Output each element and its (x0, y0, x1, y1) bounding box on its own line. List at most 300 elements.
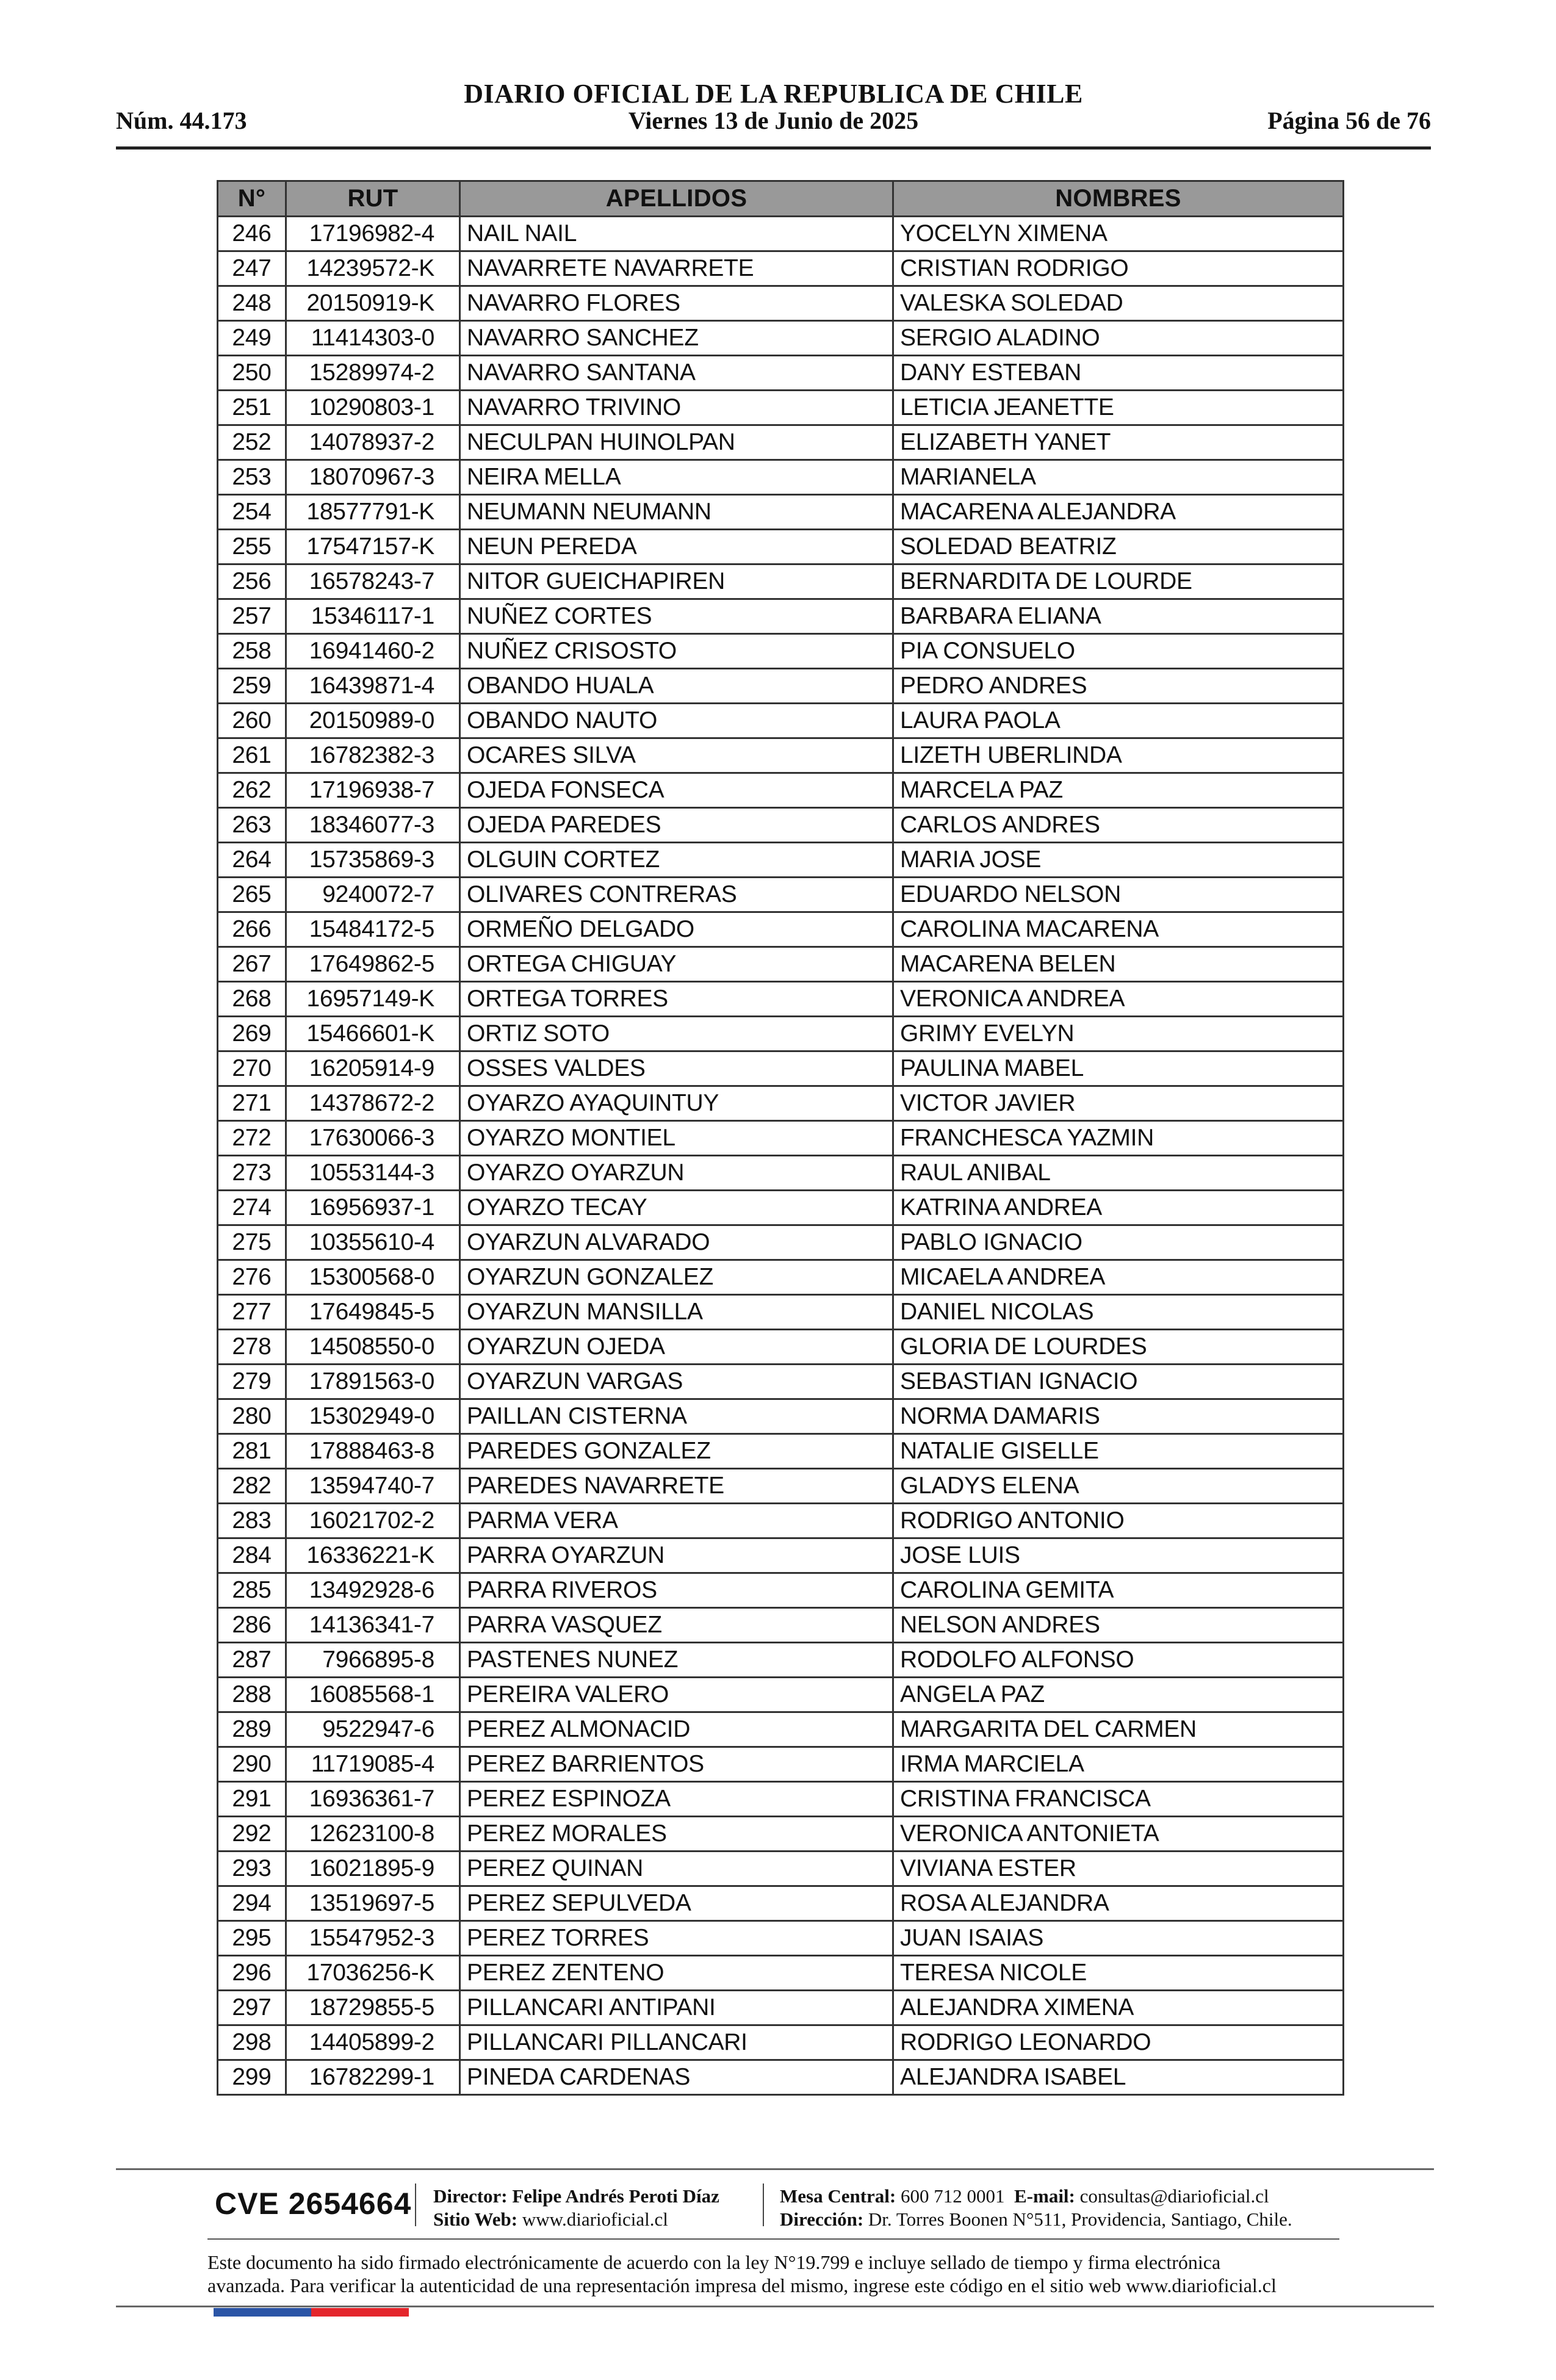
nombres-cell: NORMA DAMARIS (893, 1399, 1344, 1434)
table-row (218, 669, 1344, 704)
apellidos-cell: OLIVARES CONTRERAS (460, 878, 893, 912)
footer-top-rule (116, 2168, 1434, 2170)
nombres-cell: LETICIA JEANETTE (893, 391, 1344, 425)
nombres-cell: NELSON ANDRES (893, 1608, 1344, 1643)
footer-info (207, 2180, 1355, 2235)
legal-note (207, 2251, 1355, 2297)
rut-cell: 16936361-7 (286, 1782, 460, 1817)
table-row (218, 356, 1344, 391)
rut-cell: 11719085-4 (286, 1747, 460, 1782)
apellidos-cell: PARRA VASQUEZ (460, 1608, 893, 1643)
apellidos-cell: PARRA RIVEROS (460, 1573, 893, 1608)
table-row (218, 773, 1344, 808)
table-row (218, 1747, 1344, 1782)
nombres-cell: ANGELA PAZ (893, 1678, 1344, 1712)
rut-cell: 15302949-0 (286, 1399, 460, 1434)
row-number: 253 (218, 460, 286, 495)
nombres-cell: ROSA ALEJANDRA (893, 1886, 1344, 1921)
rut-cell: 20150919-K (286, 286, 460, 321)
nombres-cell: VERONICA ANTONIETA (893, 1817, 1344, 1852)
apellidos-cell: PEREZ ZENTENO (460, 1956, 893, 1991)
nombres-cell: MICAELA ANDREA (893, 1260, 1344, 1295)
flag-stripe (214, 2308, 409, 2317)
row-number: 299 (218, 2060, 286, 2095)
row-number: 281 (218, 1434, 286, 1469)
row-number: 257 (218, 599, 286, 634)
rut-cell: 17630066-3 (286, 1121, 460, 1156)
rut-cell: 13519697-5 (286, 1886, 460, 1921)
table-row (218, 495, 1344, 530)
table-row (218, 878, 1344, 912)
row-number: 263 (218, 808, 286, 843)
rut-cell: 17888463-8 (286, 1434, 460, 1469)
table-row (218, 1782, 1344, 1817)
rut-cell: 14405899-2 (286, 2025, 460, 2060)
table-row (218, 1852, 1344, 1886)
row-number: 293 (218, 1852, 286, 1886)
rut-cell: 16336221-K (286, 1538, 460, 1573)
nombres-cell: BERNARDITA DE LOURDE (893, 564, 1344, 599)
apellidos-cell: PEREZ QUINAN (460, 1852, 893, 1886)
rut-cell: 15466601-K (286, 1017, 460, 1051)
table-row (218, 738, 1344, 773)
director-block (433, 2185, 719, 2231)
rut-cell: 16578243-7 (286, 564, 460, 599)
row-number: 256 (218, 564, 286, 599)
table-row (218, 947, 1344, 982)
nombres-cell: CAROLINA GEMITA (893, 1573, 1344, 1608)
nombres-cell: ALEJANDRA XIMENA (893, 1991, 1344, 2025)
nombres-cell: JUAN ISAIAS (893, 1921, 1344, 1956)
table-header-row (218, 181, 1344, 217)
nombres-cell: ELIZABETH YANET (893, 425, 1344, 460)
row-number: 264 (218, 843, 286, 878)
rut-cell: 15484172-5 (286, 912, 460, 947)
table-row (218, 1051, 1344, 1086)
apellidos-cell: PAREDES GONZALEZ (460, 1434, 893, 1469)
table-row (218, 2060, 1344, 2095)
nombres-cell: PIA CONSUELO (893, 634, 1344, 669)
apellidos-cell: PEREIRA VALERO (460, 1678, 893, 1712)
contact-block (780, 2185, 1292, 2231)
table-row (218, 460, 1344, 495)
issue-date: Viernes 13 de Junio de 2025 (628, 107, 919, 134)
table-row (218, 1678, 1344, 1712)
table-row (218, 1434, 1344, 1469)
nombres-cell: GRIMY EVELYN (893, 1017, 1344, 1051)
table-row (218, 808, 1344, 843)
rut-cell: 20150989-0 (286, 704, 460, 738)
apellidos-cell: PILLANCARI ANTIPANI (460, 1991, 893, 2025)
roster-table-container (217, 180, 1342, 2096)
apellidos-cell: OLGUIN CORTEZ (460, 843, 893, 878)
nombres-cell: CRISTIAN RODRIGO (893, 251, 1344, 286)
apellidos-cell: PEREZ ESPINOZA (460, 1782, 893, 1817)
row-number: 262 (218, 773, 286, 808)
rut-cell: 13492928-6 (286, 1573, 460, 1608)
row-number: 282 (218, 1469, 286, 1504)
page-number: Página 56 de 76 (1267, 107, 1431, 134)
row-number: 278 (218, 1330, 286, 1365)
column-header-rut: RUT (286, 181, 460, 217)
table-row (218, 1712, 1344, 1747)
table-row (218, 1921, 1344, 1956)
legal-line: Este documento ha sido firmado electrónicamente de acuerdo con la ley N°19.799 e incluye sellado de tiempo y firma electrónica (207, 2251, 1221, 2273)
apellidos-cell: NECULPAN HUINOLPAN (460, 425, 893, 460)
rut-cell: 17036256-K (286, 1956, 460, 1991)
apellidos-cell: PARRA OYARZUN (460, 1538, 893, 1573)
table-row (218, 1260, 1344, 1295)
table-row (218, 1608, 1344, 1643)
rut-cell: 16205914-9 (286, 1051, 460, 1086)
row-number: 246 (218, 217, 286, 251)
row-number: 271 (218, 1086, 286, 1121)
nombres-cell: VERONICA ANDREA (893, 982, 1344, 1017)
nombres-cell: CAROLINA MACARENA (893, 912, 1344, 947)
row-number: 290 (218, 1747, 286, 1782)
nombres-cell: YOCELYN XIMENA (893, 217, 1344, 251)
apellidos-cell: PILLANCARI PILLANCARI (460, 2025, 893, 2060)
nombres-cell: JOSE LUIS (893, 1538, 1344, 1573)
nombres-cell: CARLOS ANDRES (893, 808, 1344, 843)
row-number: 277 (218, 1295, 286, 1330)
row-number: 269 (218, 1017, 286, 1051)
apellidos-cell: OYARZUN OJEDA (460, 1330, 893, 1365)
apellidos-cell: NAVARRO SANCHEZ (460, 321, 893, 356)
row-number: 295 (218, 1921, 286, 1956)
rut-cell: 14239572-K (286, 251, 460, 286)
rut-cell: 14378672-2 (286, 1086, 460, 1121)
nombres-cell: NATALIE GISELLE (893, 1434, 1344, 1469)
footer-bottom-rule (116, 2306, 1434, 2307)
nombres-cell: MARGARITA DEL CARMEN (893, 1712, 1344, 1747)
table-row (218, 1330, 1344, 1365)
row-number: 252 (218, 425, 286, 460)
apellidos-cell: PINEDA CARDENAS (460, 2060, 893, 2095)
email-label: E-mail: (1014, 2185, 1075, 2207)
rut-cell: 11414303-0 (286, 321, 460, 356)
rut-cell: 15346117-1 (286, 599, 460, 634)
rut-cell: 16782299-1 (286, 2060, 460, 2095)
row-number: 280 (218, 1399, 286, 1434)
row-number: 248 (218, 286, 286, 321)
footer-mid-rule (207, 2238, 1339, 2240)
rut-cell: 10355610-4 (286, 1225, 460, 1260)
table-row (218, 1399, 1344, 1434)
rut-cell: 14136341-7 (286, 1608, 460, 1643)
row-number: 265 (218, 878, 286, 912)
apellidos-cell: ORMEÑO DELGADO (460, 912, 893, 947)
footer-divider (763, 2183, 764, 2226)
nombres-cell: VALESKA SOLEDAD (893, 286, 1344, 321)
legal-line: avanzada. Para verificar la autenticidad de una representación impresa del mismo, ingrese este código en el sitio web www.diarioficial.cl (207, 2274, 1277, 2296)
table-row (218, 1504, 1344, 1538)
rut-cell: 10553144-3 (286, 1156, 460, 1191)
table-row (218, 1643, 1344, 1678)
rut-cell: 17649862-5 (286, 947, 460, 982)
publication-title: DIARIO OFICIAL DE LA REPUBLICA DE CHILE (464, 79, 1083, 109)
site-link[interactable]: www.diarioficial.cl (522, 2209, 668, 2230)
rut-cell: 17891563-0 (286, 1365, 460, 1399)
rut-cell: 14078937-2 (286, 425, 460, 460)
nombres-cell: VIVIANA ESTER (893, 1852, 1344, 1886)
row-number: 250 (218, 356, 286, 391)
table-row (218, 1365, 1344, 1399)
row-number: 283 (218, 1504, 286, 1538)
table-row (218, 217, 1344, 251)
column-header-nombres: NOMBRES (893, 181, 1344, 217)
site-line (433, 2208, 719, 2231)
table-row (218, 1156, 1344, 1191)
rut-cell: 10290803-1 (286, 391, 460, 425)
nombres-cell: SERGIO ALADINO (893, 321, 1344, 356)
apellidos-cell: PEREZ SEPULVEDA (460, 1886, 893, 1921)
apellidos-cell: OCARES SILVA (460, 738, 893, 773)
table-row (218, 564, 1344, 599)
nombres-cell: MARIANELA (893, 460, 1344, 495)
table-row (218, 1991, 1344, 2025)
row-number: 288 (218, 1678, 286, 1712)
rut-cell: 16021895-9 (286, 1852, 460, 1886)
table-row (218, 704, 1344, 738)
table-row (218, 2025, 1344, 2060)
row-number: 294 (218, 1886, 286, 1921)
table-row (218, 1225, 1344, 1260)
table-row (218, 1956, 1344, 1991)
address-value: Dr. Torres Boonen N°511, Providencia, Santiago, Chile. (868, 2209, 1292, 2230)
nombres-cell: GLADYS ELENA (893, 1469, 1344, 1504)
row-number: 291 (218, 1782, 286, 1817)
row-number: 296 (218, 1956, 286, 1991)
row-number: 261 (218, 738, 286, 773)
nombres-cell: EDUARDO NELSON (893, 878, 1344, 912)
row-number: 255 (218, 530, 286, 564)
apellidos-cell: NAVARRO FLORES (460, 286, 893, 321)
row-number: 289 (218, 1712, 286, 1747)
table-row (218, 599, 1344, 634)
apellidos-cell: PAILLAN CISTERNA (460, 1399, 893, 1434)
rut-cell: 13594740-7 (286, 1469, 460, 1504)
director-line (433, 2185, 719, 2208)
table-row (218, 634, 1344, 669)
rut-cell: 18346077-3 (286, 808, 460, 843)
flag-blue-segment (214, 2308, 311, 2317)
row-number: 259 (218, 669, 286, 704)
nombres-cell: IRMA MARCIELA (893, 1747, 1344, 1782)
address-label: Dirección: (780, 2209, 864, 2230)
apellidos-cell: OYARZUN GONZALEZ (460, 1260, 893, 1295)
table-row (218, 1817, 1344, 1852)
email-link[interactable]: consultas@diarioficial.cl (1079, 2185, 1269, 2207)
rut-cell: 16941460-2 (286, 634, 460, 669)
footer-divider (415, 2183, 416, 2226)
row-number: 286 (218, 1608, 286, 1643)
row-number: 270 (218, 1051, 286, 1086)
nombres-cell: RAUL ANIBAL (893, 1156, 1344, 1191)
rut-cell: 9240072-7 (286, 878, 460, 912)
table-row (218, 425, 1344, 460)
nombres-cell: RODOLFO ALFONSO (893, 1643, 1344, 1678)
table-row (218, 1469, 1344, 1504)
apellidos-cell: OBANDO NAUTO (460, 704, 893, 738)
apellidos-cell: NITOR GUEICHAPIREN (460, 564, 893, 599)
row-number: 275 (218, 1225, 286, 1260)
nombres-cell: FRANCHESCA YAZMIN (893, 1121, 1344, 1156)
phone-email-line (780, 2185, 1292, 2208)
table-row (218, 286, 1344, 321)
apellidos-cell: PEREZ MORALES (460, 1817, 893, 1852)
apellidos-cell: PEREZ TORRES (460, 1921, 893, 1956)
nombres-cell: RODRIGO LEONARDO (893, 2025, 1344, 2060)
apellidos-cell: ORTIZ SOTO (460, 1017, 893, 1051)
cve-code: CVE 2654664 (215, 2187, 412, 2221)
row-number: 292 (218, 1817, 286, 1852)
nombres-cell: DANIEL NICOLAS (893, 1295, 1344, 1330)
apellidos-cell: OYARZUN ALVARADO (460, 1225, 893, 1260)
apellidos-cell: PAREDES NAVARRETE (460, 1469, 893, 1504)
table-row (218, 912, 1344, 947)
table-row (218, 321, 1344, 356)
row-number: 285 (218, 1573, 286, 1608)
table-row (218, 982, 1344, 1017)
page-header (116, 72, 1431, 150)
column-header-number: N° (218, 181, 286, 217)
nombres-cell: LIZETH UBERLINDA (893, 738, 1344, 773)
rut-cell: 15300568-0 (286, 1260, 460, 1295)
column-header-apellidos: APELLIDOS (460, 181, 893, 217)
apellidos-cell: NEUN PEREDA (460, 530, 893, 564)
apellidos-cell: NUÑEZ CRISOSTO (460, 634, 893, 669)
table-row (218, 1886, 1344, 1921)
nombres-cell: TERESA NICOLE (893, 1956, 1344, 1991)
phone-label: Mesa Central: (780, 2185, 896, 2207)
nombres-cell: VICTOR JAVIER (893, 1086, 1344, 1121)
apellidos-cell: NAVARRETE NAVARRETE (460, 251, 893, 286)
table-row (218, 1121, 1344, 1156)
row-number: 268 (218, 982, 286, 1017)
row-number: 266 (218, 912, 286, 947)
issue-number: Núm. 44.173 (116, 107, 247, 134)
row-number: 284 (218, 1538, 286, 1573)
apellidos-cell: OYARZUN VARGAS (460, 1365, 893, 1399)
apellidos-cell: OYARZO TECAY (460, 1191, 893, 1225)
apellidos-cell: PARMA VERA (460, 1504, 893, 1538)
flag-red-segment (311, 2308, 409, 2317)
row-number: 279 (218, 1365, 286, 1399)
apellidos-cell: OJEDA PAREDES (460, 808, 893, 843)
rut-cell: 18729855-5 (286, 1991, 460, 2025)
table-row (218, 1538, 1344, 1573)
apellidos-cell: OYARZO OYARZUN (460, 1156, 893, 1191)
table-row (218, 1191, 1344, 1225)
phone-value: 600 712 0001 (901, 2185, 1005, 2207)
nombres-cell: MARIA JOSE (893, 843, 1344, 878)
nombres-cell: MARCELA PAZ (893, 773, 1344, 808)
table-row (218, 251, 1344, 286)
row-number: 298 (218, 2025, 286, 2060)
row-number: 274 (218, 1191, 286, 1225)
row-number: 287 (218, 1643, 286, 1678)
rut-cell: 16085568-1 (286, 1678, 460, 1712)
row-number: 273 (218, 1156, 286, 1191)
table-body (218, 217, 1344, 2095)
apellidos-cell: NEUMANN NEUMANN (460, 495, 893, 530)
rut-cell: 16957149-K (286, 982, 460, 1017)
nombres-cell: SEBASTIAN IGNACIO (893, 1365, 1344, 1399)
rut-cell: 15289974-2 (286, 356, 460, 391)
nombres-cell: SOLEDAD BEATRIZ (893, 530, 1344, 564)
apellidos-cell: OYARZUN MANSILLA (460, 1295, 893, 1330)
row-number: 247 (218, 251, 286, 286)
nombres-cell: CRISTINA FRANCISCA (893, 1782, 1344, 1817)
nombres-cell: GLORIA DE LOURDES (893, 1330, 1344, 1365)
nombres-cell: LAURA PAOLA (893, 704, 1344, 738)
row-number: 260 (218, 704, 286, 738)
roster-table (217, 180, 1344, 2096)
table-row (218, 530, 1344, 564)
table-row (218, 1086, 1344, 1121)
apellidos-cell: OYARZO MONTIEL (460, 1121, 893, 1156)
rut-cell: 17196938-7 (286, 773, 460, 808)
apellidos-cell: NAVARRO SANTANA (460, 356, 893, 391)
apellidos-cell: NAVARRO TRIVINO (460, 391, 893, 425)
apellidos-cell: NAIL NAIL (460, 217, 893, 251)
table-row (218, 1573, 1344, 1608)
row-number: 254 (218, 495, 286, 530)
director-name: Felipe Andrés Peroti Díaz (512, 2185, 719, 2207)
address-line (780, 2208, 1292, 2231)
nombres-cell: ALEJANDRA ISABEL (893, 2060, 1344, 2095)
nombres-cell: PABLO IGNACIO (893, 1225, 1344, 1260)
apellidos-cell: PEREZ ALMONACID (460, 1712, 893, 1747)
row-number: 297 (218, 1991, 286, 2025)
nombres-cell: PAULINA MABEL (893, 1051, 1344, 1086)
table-row (218, 391, 1344, 425)
rut-cell: 17649845-5 (286, 1295, 460, 1330)
nombres-cell: MACARENA ALEJANDRA (893, 495, 1344, 530)
rut-cell: 16956937-1 (286, 1191, 460, 1225)
rut-cell: 18070967-3 (286, 460, 460, 495)
rut-cell: 17196982-4 (286, 217, 460, 251)
nombres-cell: PEDRO ANDRES (893, 669, 1344, 704)
apellidos-cell: OSSES VALDES (460, 1051, 893, 1086)
table-row (218, 1295, 1344, 1330)
rut-cell: 16782382-3 (286, 738, 460, 773)
rut-cell: 7966895-8 (286, 1643, 460, 1678)
apellidos-cell: OJEDA FONSECA (460, 773, 893, 808)
apellidos-cell: ORTEGA TORRES (460, 982, 893, 1017)
apellidos-cell: PEREZ BARRIENTOS (460, 1747, 893, 1782)
table-row (218, 1017, 1344, 1051)
rut-cell: 9522947-6 (286, 1712, 460, 1747)
rut-cell: 16021702-2 (286, 1504, 460, 1538)
nombres-cell: MACARENA BELEN (893, 947, 1344, 982)
apellidos-cell: PASTENES NUNEZ (460, 1643, 893, 1678)
apellidos-cell: NUÑEZ CORTES (460, 599, 893, 634)
rut-cell: 16439871-4 (286, 669, 460, 704)
apellidos-cell: ORTEGA CHIGUAY (460, 947, 893, 982)
row-number: 258 (218, 634, 286, 669)
site-label: Sitio Web: (433, 2209, 518, 2230)
row-number: 267 (218, 947, 286, 982)
row-number: 249 (218, 321, 286, 356)
nombres-cell: DANY ESTEBAN (893, 356, 1344, 391)
apellidos-cell: NEIRA MELLA (460, 460, 893, 495)
nombres-cell: BARBARA ELIANA (893, 599, 1344, 634)
apellidos-cell: OYARZO AYAQUINTUY (460, 1086, 893, 1121)
rut-cell: 12623100-8 (286, 1817, 460, 1852)
row-number: 272 (218, 1121, 286, 1156)
